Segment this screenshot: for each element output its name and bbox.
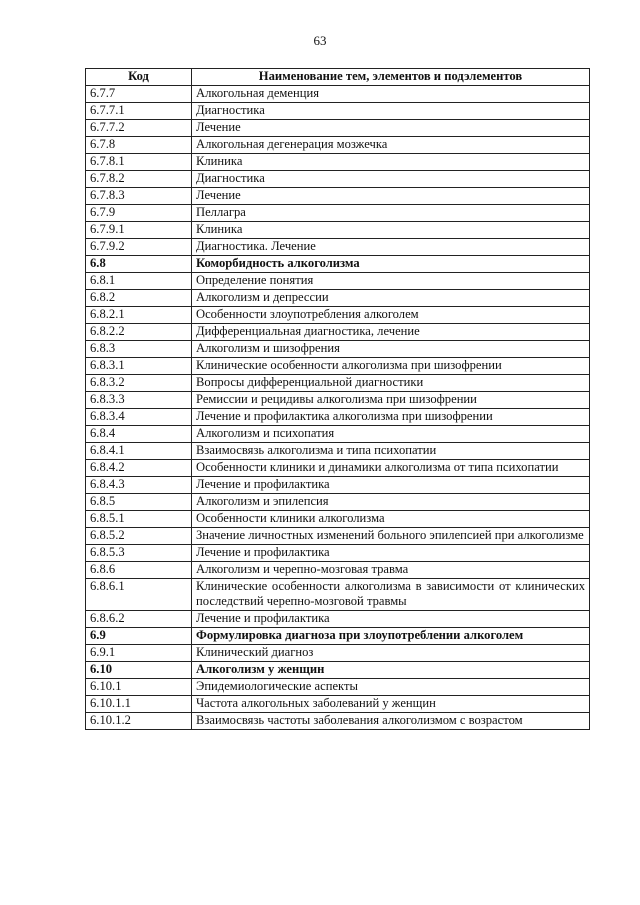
name-column-header: Наименование тем, элементов и подэлементов xyxy=(192,69,590,86)
table-row xyxy=(86,679,590,696)
row-code: 6.10.1 xyxy=(86,679,192,696)
table-row xyxy=(86,562,590,579)
table-row xyxy=(86,120,590,137)
table-row xyxy=(86,256,590,273)
row-code: 6.10.1.2 xyxy=(86,713,192,730)
row-code: 6.7.8.3 xyxy=(86,188,192,205)
row-name: Диагностика xyxy=(192,171,590,188)
row-code: 6.10 xyxy=(86,662,192,679)
row-code: 6.7.7 xyxy=(86,86,192,103)
row-code: 6.10.1.1 xyxy=(86,696,192,713)
row-code: 6.8.1 xyxy=(86,273,192,290)
table-row xyxy=(86,579,590,611)
row-name: Формулировка диагноза при злоупотреблении алкоголем xyxy=(192,628,590,645)
row-code: 6.8.6.1 xyxy=(86,579,192,611)
row-code: 6.8.5.2 xyxy=(86,528,192,545)
row-name: Эпидемиологические аспекты xyxy=(192,679,590,696)
table-row xyxy=(86,713,590,730)
table-row xyxy=(86,375,590,392)
row-name: Лечение и профилактика xyxy=(192,477,590,494)
row-code: 6.8.5.1 xyxy=(86,511,192,528)
table-row xyxy=(86,511,590,528)
table-row xyxy=(86,273,590,290)
row-code: 6.8.4.2 xyxy=(86,460,192,477)
row-code: 6.7.9 xyxy=(86,205,192,222)
table-row xyxy=(86,86,590,103)
table-row xyxy=(86,645,590,662)
table-row xyxy=(86,662,590,679)
table-row xyxy=(86,545,590,562)
row-name: Дифференциальная диагностика, лечение xyxy=(192,324,590,341)
row-name: Лечение xyxy=(192,120,590,137)
row-code: 6.8.3.4 xyxy=(86,409,192,426)
row-name: Ремиссии и рецидивы алкоголизма при шизофрении xyxy=(192,392,590,409)
row-code: 6.8.2.1 xyxy=(86,307,192,324)
row-name: Алкогольная деменция xyxy=(192,86,590,103)
table-row xyxy=(86,307,590,324)
row-code: 6.7.7.2 xyxy=(86,120,192,137)
table-row xyxy=(86,171,590,188)
row-name: Клинические особенности алкоголизма при шизофрении xyxy=(192,358,590,375)
table-row xyxy=(86,494,590,511)
table-row xyxy=(86,358,590,375)
row-name: Определение понятия xyxy=(192,273,590,290)
row-name: Алкоголизм и психопатия xyxy=(192,426,590,443)
row-name: Особенности клиники алкоголизма xyxy=(192,511,590,528)
row-name: Алкогольная дегенерация мозжечка xyxy=(192,137,590,154)
curriculum-table xyxy=(85,68,590,730)
table-row xyxy=(86,611,590,628)
row-code: 6.8.4.3 xyxy=(86,477,192,494)
row-code: 6.8.6 xyxy=(86,562,192,579)
row-name: Вопросы дифференциальной диагностики xyxy=(192,375,590,392)
table-body xyxy=(86,86,590,730)
row-code: 6.8.2 xyxy=(86,290,192,307)
row-name: Алкоголизм у женщин xyxy=(192,662,590,679)
row-name: Лечение и профилактика xyxy=(192,611,590,628)
row-code: 6.8 xyxy=(86,256,192,273)
row-name: Лечение xyxy=(192,188,590,205)
row-name: Коморбидность алкоголизма xyxy=(192,256,590,273)
row-code: 6.9 xyxy=(86,628,192,645)
table-row xyxy=(86,426,590,443)
table-row xyxy=(86,290,590,307)
row-code: 6.8.6.2 xyxy=(86,611,192,628)
table-row xyxy=(86,628,590,645)
row-code: 6.9.1 xyxy=(86,645,192,662)
page-number: 63 xyxy=(313,33,327,48)
table-row xyxy=(86,222,590,239)
table-row xyxy=(86,443,590,460)
row-name: Лечение и профилактика xyxy=(192,545,590,562)
row-code: 6.8.3 xyxy=(86,341,192,358)
row-name: Взаимосвязь алкоголизма и типа психопатии xyxy=(192,443,590,460)
row-name: Алкоголизм и эпилепсия xyxy=(192,494,590,511)
row-code: 6.7.8.1 xyxy=(86,154,192,171)
table-row xyxy=(86,528,590,545)
row-code: 6.8.3.2 xyxy=(86,375,192,392)
row-name: Особенности клиники и динамики алкоголизма от типа психопатии xyxy=(192,460,590,477)
table-header-row xyxy=(86,69,590,86)
table-row xyxy=(86,477,590,494)
code-column-header: Код xyxy=(86,69,192,86)
row-code: 6.7.9.2 xyxy=(86,239,192,256)
row-code: 6.8.4 xyxy=(86,426,192,443)
row-name: Частота алкогольных заболеваний у женщин xyxy=(192,696,590,713)
row-code: 6.7.7.1 xyxy=(86,103,192,120)
table-row xyxy=(86,696,590,713)
row-name: Пеллагра xyxy=(192,205,590,222)
table-row xyxy=(86,460,590,477)
row-name: Клиника xyxy=(192,222,590,239)
row-code: 6.7.8.2 xyxy=(86,171,192,188)
row-name: Диагностика. Лечение xyxy=(192,239,590,256)
row-code: 6.7.8 xyxy=(86,137,192,154)
table-row xyxy=(86,392,590,409)
table-row xyxy=(86,103,590,120)
table-row xyxy=(86,154,590,171)
row-name: Клинические особенности алкоголизма в зависимости от клинических последствий черепно-мозговой травмы xyxy=(192,579,590,611)
row-name: Взаимосвязь частоты заболевания алкоголизмом с возрастом xyxy=(192,713,590,730)
row-name: Лечение и профилактика алкоголизма при шизофрении xyxy=(192,409,590,426)
row-name: Диагностика xyxy=(192,103,590,120)
row-name: Значение личностных изменений больного эпилепсией при алкоголизме xyxy=(192,528,590,545)
table-row xyxy=(86,188,590,205)
table-row xyxy=(86,137,590,154)
row-name: Алкоголизм и шизофрения xyxy=(192,341,590,358)
row-name: Клинический диагноз xyxy=(192,645,590,662)
row-code: 6.8.5 xyxy=(86,494,192,511)
row-name: Алкоголизм и черепно-мозговая травма xyxy=(192,562,590,579)
row-code: 6.8.3.1 xyxy=(86,358,192,375)
row-name: Клиника xyxy=(192,154,590,171)
row-name: Особенности злоупотребления алкоголем xyxy=(192,307,590,324)
table-row xyxy=(86,341,590,358)
table-row xyxy=(86,205,590,222)
row-name: Алкоголизм и депрессии xyxy=(192,290,590,307)
table-row xyxy=(86,239,590,256)
table-row xyxy=(86,409,590,426)
row-code: 6.8.3.3 xyxy=(86,392,192,409)
row-code: 6.7.9.1 xyxy=(86,222,192,239)
row-code: 6.8.4.1 xyxy=(86,443,192,460)
row-code: 6.8.5.3 xyxy=(86,545,192,562)
row-code: 6.8.2.2 xyxy=(86,324,192,341)
table-row xyxy=(86,324,590,341)
